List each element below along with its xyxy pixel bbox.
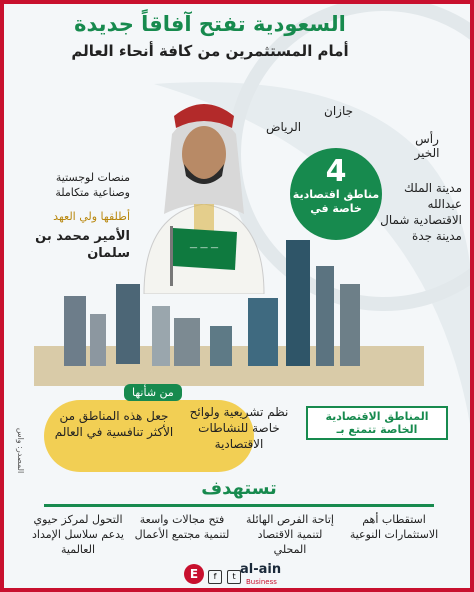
feature-competitive: جعل هذه المناطق من الأكثر تنافسية في العالم bbox=[54, 409, 174, 439]
main-title: السعودية تفتح آفاقاً جديدة bbox=[74, 12, 346, 36]
city-kaec: مدينة الملك عبدالله الاقتصادية شمال مدينة جدة bbox=[380, 181, 462, 243]
city-riyadh: الرياض bbox=[266, 120, 302, 134]
twitter-icon: t bbox=[227, 570, 241, 584]
brand-logo bbox=[184, 564, 294, 588]
target-investment: استقطاب أهم الاستثمارات النوعية bbox=[349, 513, 439, 541]
target-opportunities: إتاحة الفرص الهائلة لتنمية الاقتصاد المحلي bbox=[246, 513, 334, 556]
social-icons bbox=[208, 564, 241, 584]
prince-name: الأمير محمد بن سلمان bbox=[35, 229, 130, 261]
zones-count: 4 bbox=[325, 154, 347, 189]
zones-enjoy-label: المناطق الاقتصادية الخاصة تتمتع بـ bbox=[306, 406, 448, 440]
target-logistics-hub: التحول لمركز حيوي يدعم سلاسل الإمداد العالمية bbox=[32, 513, 124, 556]
target-business: فتح مجالات واسعة لتنمية مجتمع الأعمال bbox=[134, 513, 230, 541]
source-credit-box bbox=[4, 427, 28, 474]
feature-connector: من شأنها bbox=[124, 384, 182, 401]
launched-by-text: أطلقها ولي العهد bbox=[53, 210, 130, 223]
zones-count-label: مناطق اقتصادية خاصة في bbox=[292, 188, 380, 215]
brand-name: al-ain bbox=[240, 562, 282, 577]
targets-divider bbox=[44, 504, 434, 507]
feature-legislation: نظم تشريعية ولوائح خاصة للنشاطات الاقتصادية bbox=[189, 405, 289, 451]
subtitle: أمام المستثمرين من كافة أنحاء العالم bbox=[71, 42, 349, 60]
targets-title: تستهدف bbox=[201, 478, 277, 499]
infographic-card bbox=[4, 4, 470, 588]
svg-text:— — —: — — — bbox=[189, 243, 219, 252]
city-ras-al-khair: رأس الخير bbox=[414, 132, 440, 160]
source-credit: المصدر: واس bbox=[16, 427, 26, 474]
brand-mark-icon: E bbox=[184, 564, 204, 584]
zones-count-badge bbox=[290, 148, 382, 240]
facebook-icon: f bbox=[208, 570, 222, 584]
brand-sub: Business bbox=[246, 578, 277, 586]
city-jazan: جازان bbox=[324, 104, 354, 118]
platforms-text: منصات لوجستية وصناعية متكاملة bbox=[55, 171, 130, 199]
